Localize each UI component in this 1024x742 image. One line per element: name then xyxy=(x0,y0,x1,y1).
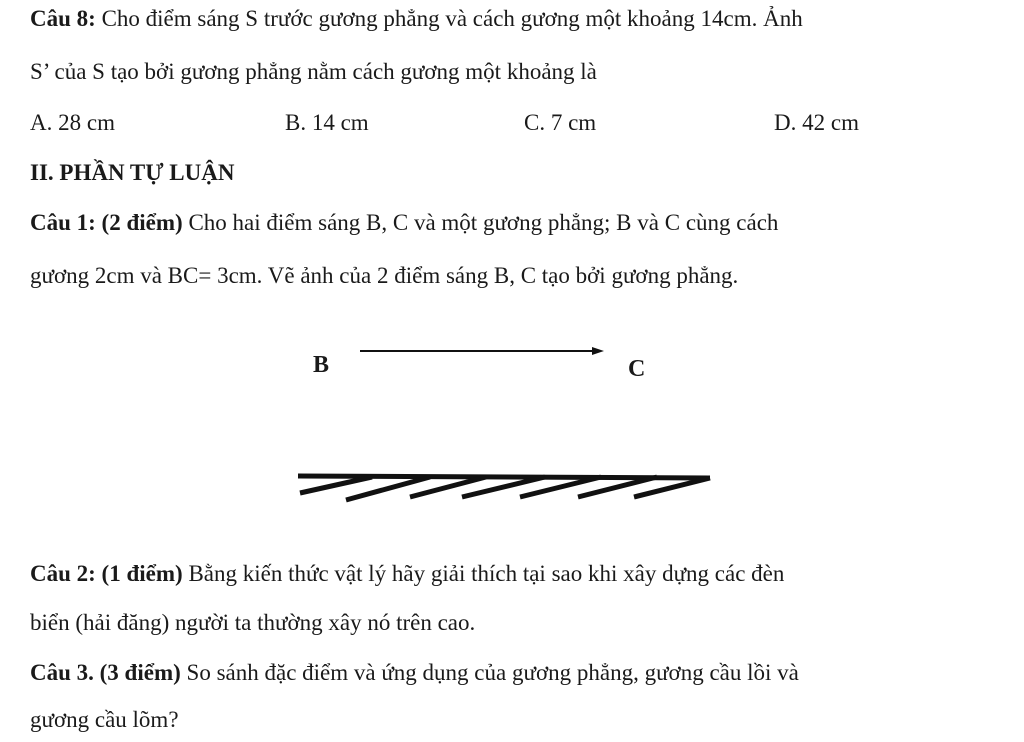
q8-text-1: Cho điểm sáng S trước gương phẳng và cách gương một khoảng 14cm. Ảnh xyxy=(95,6,803,31)
q2-label: Câu 2: (1 điểm) xyxy=(30,561,183,586)
mirror-hatching xyxy=(300,477,710,500)
q8-option-c: C. 7 cm xyxy=(524,110,597,135)
q3-line-1 xyxy=(30,660,799,686)
q2-text-1: Bằng kiến thức vật lý hãy giải thích tại sao khi xây dựng các đèn xyxy=(182,561,785,586)
q8-option-a: A. 28 cm xyxy=(30,110,115,135)
section-title: II. PHẦN TỰ LUẬN xyxy=(30,160,235,185)
q2-line-1 xyxy=(30,561,784,587)
q8-text-2: S’ của S tạo bởi gương phẳng nằm cách gương một khoảng là xyxy=(30,59,597,84)
q1-text-1: Cho hai điểm sáng B, C và một gương phẳng; B và C cùng cách xyxy=(182,210,779,235)
q8-option-d: D. 42 cm xyxy=(774,110,859,135)
q1-label: Câu 1: (2 điểm) xyxy=(30,210,183,235)
bc-arrow xyxy=(360,347,604,355)
point-c-label: C xyxy=(628,356,646,382)
q8-option-b: B. 14 cm xyxy=(285,110,369,135)
q2-text-2: biển (hải đăng) người ta thường xây nó trên cao. xyxy=(30,610,476,635)
q3-text-2: gương cầu lõm? xyxy=(30,707,179,732)
point-b-label: B xyxy=(313,352,330,378)
q8-label: Câu 8: xyxy=(30,6,96,31)
q1-text-2: gương 2cm và BC= 3cm. Vẽ ảnh của 2 điểm sáng B, C tạo bởi gương phẳng. xyxy=(30,263,739,288)
q3-label: Câu 3. (3 điểm) xyxy=(30,660,181,685)
q3-text-1: So sánh đặc điểm và ứng dụng của gương phẳng, gương cầu lồi và xyxy=(180,660,799,685)
